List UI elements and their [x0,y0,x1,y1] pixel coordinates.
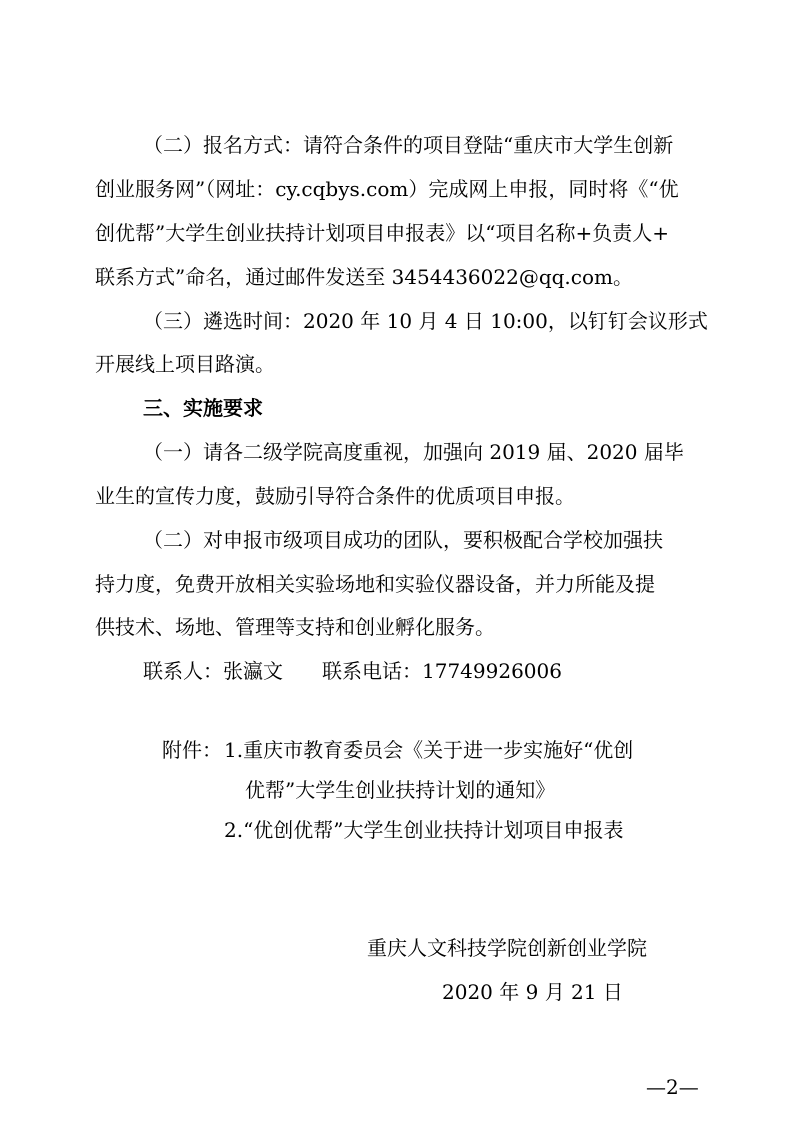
text-line: （二）对申报市级项目成功的团队，要积极配合学校加强扶 [143,528,663,552]
page-number: —2— [646,1075,699,1099]
text-line: 创业服务网”（网址：cy.cqbys.com）完成网上申报，同时将《“优 [95,177,679,201]
signature-org: 重庆人文科技学院创新创业学院 [367,936,647,960]
signature-date: 2020 年 9 月 21 日 [442,980,623,1004]
attachment-item-1: 1.重庆市教育委员会《关于进一步实施好“优创 [224,738,634,762]
contact-label: 联系人： [143,659,223,683]
text-line: 联系方式”命名，通过邮件发送至 3454436022@qq.com。 [95,265,633,289]
contact-name: 张瀛文 [223,659,283,683]
text-line: 创优帮”大学生创业扶持计划项目申报表》以“项目名称+负责人+ [95,221,669,245]
text-line: 开展线上项目路演。 [95,352,275,376]
text-line: （一）请各二级学院高度重视，加强向 2019 届、2020 届毕 [143,440,684,464]
text-line: 业生的宣传力度，鼓励引导符合条件的优质项目申报。 [95,484,575,508]
text-line: （二）报名方式：请符合条件的项目登陆“重庆市大学生创新 [143,133,674,157]
text-line: （三）遴选时间：2020 年 10 月 4 日 10:00，以钉钉会议形式 [143,309,708,333]
attachment-item-1-cont: 优帮”大学生创业扶持计划的通知》 [245,778,556,802]
attachments-label: 附件： [162,738,222,762]
text-line: 供技术、场地、管理等支持和创业孵化服务。 [95,615,495,639]
contact-phone-label: 联系电话： [322,659,422,683]
section-heading: 三、实施要求 [143,396,263,420]
contact-phone: 17749926006 [422,659,562,683]
text-line: 持力度，免费开放相关实验场地和实验仪器设备，并力所能及提 [95,572,655,596]
attachment-item-2: 2.“优创优帮”大学生创业扶持计划项目申报表 [224,818,624,842]
